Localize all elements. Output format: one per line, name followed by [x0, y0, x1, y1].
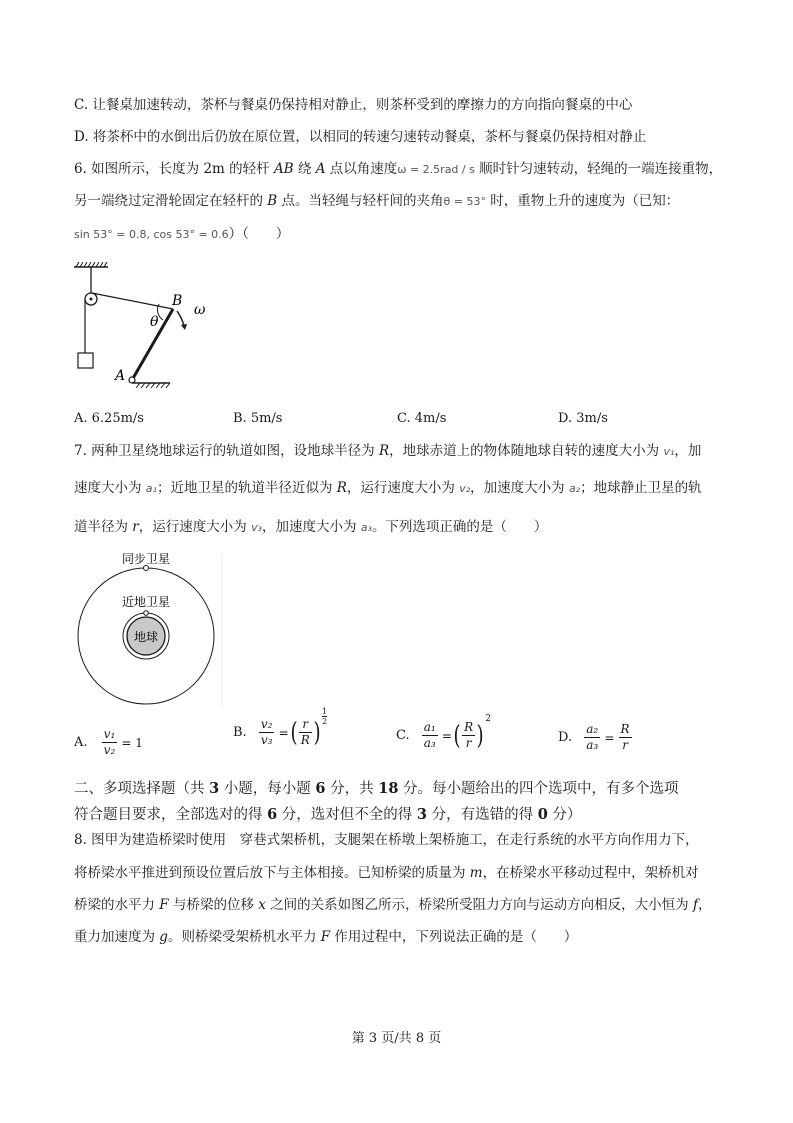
- weight-block-icon: [78, 353, 93, 368]
- q7-option-a: A. $\frac{\text{v₁}}{\text{v₂}}$ = 1: [74, 727, 143, 757]
- theta-label: θ: [150, 314, 159, 330]
- q6-stem-line3: sin 53° = 0.8, cos 53° = 0.6）（ ）: [74, 226, 290, 242]
- q7-stem-line2: 速度大小为 a₁；近地卫星的轨道半径近似为 R，运行速度大小为 v₂，加速度大小为 a₂；地球静止卫星的轨: [74, 480, 702, 496]
- q6-option-c: C. 4m/s: [397, 411, 447, 426]
- q7-orbit-diagram: [76, 549, 224, 711]
- q6-option-b: B. 5m/s: [233, 411, 283, 426]
- q7-stem-line3: 道半径为 r，运行速度大小为 v₃，加速度大小为 a₃。下列选项正确的是（ ）: [74, 519, 548, 535]
- page-footer: 第 3 页/共 8 页: [351, 1031, 442, 1046]
- q7-option-d: D. $\frac{\text{a₂}}{\text{a₃}}$ = $\frac{R}{r}$: [558, 722, 630, 752]
- q6-stem-line2: 另一端绕过定滑轮固定在轻杆的 B 点。当轻绳与轻杆间的夹角θ = 53° 时，重物上升的速度为（已知：: [74, 193, 680, 209]
- near-satellite-icon: [144, 611, 149, 616]
- q7-stem-line1: 7. 两种卫星绕地球运行的轨道如图，设地球半径为 R，地球赤道上的物体随地球自转的速度大小为 v₁，加: [74, 443, 702, 459]
- q6-rod-pulley-diagram: [70, 262, 220, 392]
- q8-stem-line3: 桥梁的水平力 F 与桥梁的位移 x 之间的关系如图乙所示，桥梁所受阻力方向与运动方向相反，大小恒为 f，: [74, 897, 712, 913]
- q6-option-a: A. 6.25m/s: [74, 411, 144, 426]
- q6-option-d: D. 3m/s: [558, 411, 608, 426]
- q6-trig-values: sin 53° = 0.8, cos 53° = 0.6: [74, 228, 229, 241]
- q8-stem-line1: 8. 图甲为建造桥梁时使用 穿巷式架桥机，支腿架在桥墩上架桥施工，在走行系统的水平方向作用力下，: [74, 832, 699, 848]
- q6-stem-line1: 6. 如图所示，长度为 2m 的轻杆 AB 绕 A 点以角速度ω = 2.5rad / s 顺时针匀速转动，轻绳的一端连接重物，: [74, 161, 723, 177]
- q7-option-c: C. $\frac{\text{a₁}}{\text{a₃}}$ =( $\frac{R}{r}$ )$^2$: [396, 714, 492, 751]
- sync-satellite-label: 同步卫星: [121, 552, 171, 566]
- sync-satellite-icon: [144, 566, 149, 571]
- point-b-label: B: [172, 293, 183, 309]
- near-satellite-label: 近地卫星: [121, 595, 171, 609]
- omega-label: ω: [194, 302, 206, 318]
- earth-label: 地球: [133, 630, 159, 644]
- q5-option-d: D. 将茶杯中的水倒出后仍放在原位置，以相同的转速匀速转动餐桌，茶杯与餐桌仍保持相对静止: [74, 129, 647, 145]
- section2-header-line2: 符合题目要求，全部选对的得 6 分，选对但不全的得 3 分，有选错的得 0 分）: [74, 806, 582, 823]
- q5-option-c: C. 让餐桌加速转动，茶杯与餐桌仍保持相对静止，则茶杯受到的摩擦力的方向指向餐桌的中心: [74, 97, 633, 113]
- section2-header-line1: 二、多项选择题（共 3 小题，每小题 6 分，共 18 分。每小题给出的四个选项中，有多个选项: [74, 780, 679, 797]
- point-a-label: A: [115, 368, 126, 384]
- q8-stem-line4: 重力加速度为 g。则桥梁受架桥机水平力 F 作用过程中，下列说法正确的是（ ）: [74, 929, 578, 945]
- q7-option-b: B. $\frac{\text{v₂}}{\text{v₃}}$ =( $\frac{r}{R}$ ) $\frac{1}{2}$: [233, 707, 328, 748]
- q8-stem-line2: 将桥梁水平推进到预设位置后放下与主体相接。已知桥梁的质量为 m，在桥梁水平移动过程中，架桥机对: [74, 865, 699, 881]
- q6-theta-value: θ = 53°: [443, 195, 486, 208]
- q6-omega-value: ω = 2.5rad / s: [397, 163, 475, 176]
